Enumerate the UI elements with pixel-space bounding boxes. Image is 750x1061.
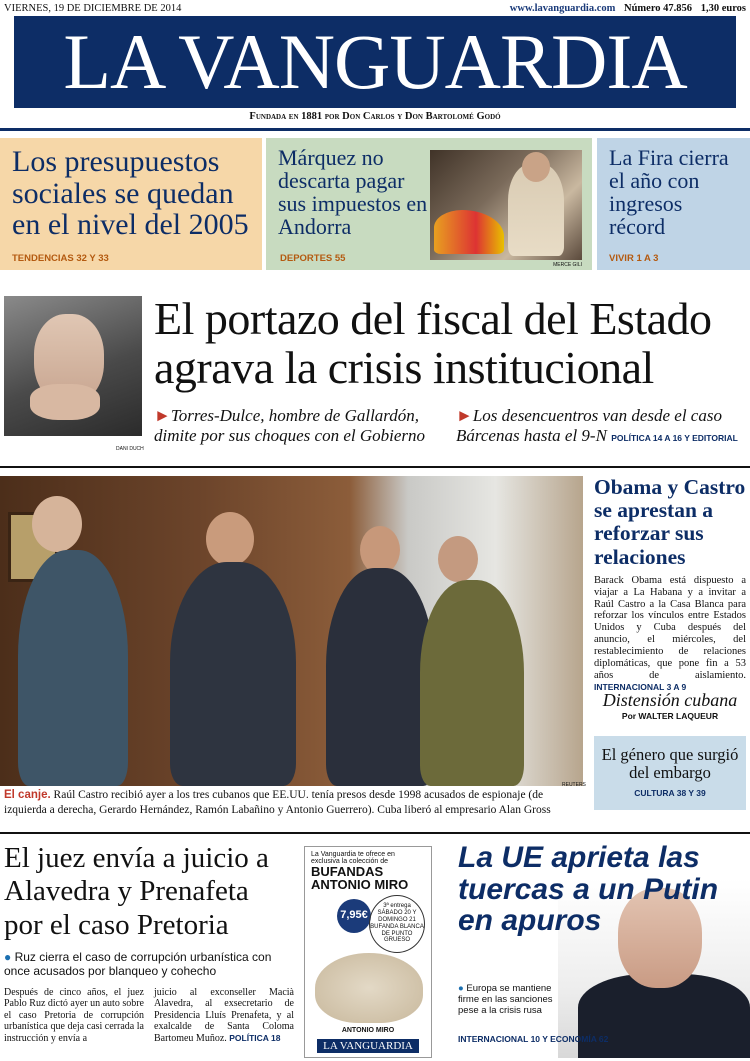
section-tag: VIVIR 1 A 3	[609, 253, 659, 264]
issue-date: VIERNES, 19 DE DICIEMBRE DE 2014	[4, 3, 182, 14]
caption-label: El canje.	[4, 789, 51, 801]
section-tag: TENDENCIAS 32 Y 33	[12, 253, 109, 264]
bullet-icon: ●	[458, 983, 464, 994]
opinion-teaser[interactable]	[594, 690, 746, 721]
prosecutor-photo	[4, 296, 142, 436]
person-head	[32, 496, 82, 552]
ue-headline[interactable]: La UE aprieta las tuercas a un Putin en apuros	[458, 841, 719, 937]
teaser-headline: Los presupuestos sociales se quedan en el nivel del 2005	[12, 145, 249, 241]
photo-credit: DANI DUCH	[116, 446, 144, 452]
cuba-story[interactable]	[594, 476, 746, 693]
section-tag: INTERNACIONAL 10 Y ECONOMÍA 62	[458, 1034, 609, 1044]
person-head	[522, 152, 550, 182]
judge-body	[4, 987, 294, 1045]
photo-credit: MERCE GILI	[553, 262, 582, 268]
section-tag: INTERNACIONAL 3 A 9	[594, 681, 687, 692]
marquez-photo	[430, 150, 582, 260]
scarf-image	[315, 953, 423, 1023]
section-tag: CULTURA 38 Y 39	[634, 788, 706, 799]
lead-text: Ruz cierra el caso de corrupción urbanística con once acusados por blanqueo y cohecho	[4, 950, 272, 979]
issue-number: Número 47.856	[624, 3, 693, 14]
top-line	[4, 3, 746, 17]
subhead-text: Torres-Dulce, hombre de Gallardón, dimite por sus choques con el Gobierno	[154, 406, 426, 446]
lead-subhead-2	[456, 406, 750, 447]
photo-caption	[4, 788, 582, 818]
caption-text: Raúl Castro recibió ayer a los tres cubanos que EE.UU. tenía presos desde 1998 acusados de espionaje (de izquierda a derecha, Gerardo Hernández, Ramón Labañino y Antonio Guerrero). Cuba liberó al empresario Alan Gross	[4, 789, 551, 816]
opinion-author: Por WALTER LAQUEUR	[621, 711, 719, 721]
body-text: Barack Obama está dispuesto a viajar a La Habana y a invitar a Raúl Castro a la Casa Blanca para reforzar los vínculos entre Estados Unidos y Cuba después del anuncio, el miércoles, del restablecimiento de relaciones diplomáticas, que pone fin a 53 años de aislamiento.	[594, 574, 746, 681]
person-shape	[420, 580, 524, 786]
founded-line: Fundada en 1881 por Don Carlos y Don Bartolomé Godó	[249, 111, 501, 122]
cuba-photo	[0, 476, 583, 786]
masthead: LA VANGUARDIA	[14, 16, 736, 108]
lead-story[interactable]	[0, 290, 750, 460]
teaser-headline: La Fira cierra el año con ingresos récord	[609, 145, 729, 240]
bullet-icon: ●	[4, 950, 12, 965]
ue-story[interactable]	[446, 838, 750, 1058]
person-shape	[170, 562, 296, 786]
divider	[0, 832, 750, 834]
section-tag: POLÍTICA 18	[229, 1032, 281, 1043]
divider	[0, 128, 750, 131]
opinion-title: Distensión cubana	[602, 690, 738, 710]
photo-credit: REUTERS	[562, 782, 586, 788]
motorbike-shape	[434, 210, 504, 254]
body-col-1: Después de cinco años, el juez Pablo Ruz dictó ayer un auto sobre el caso Pretoria de corrupción urbanística que deja casi cerrada la instrucción y envía a	[4, 986, 144, 1044]
price: 1,30 euros	[700, 3, 746, 14]
triangle-icon: ►	[154, 406, 171, 425]
judge-lead	[4, 950, 294, 979]
person-head	[438, 536, 478, 582]
teaser-fira[interactable]	[597, 138, 750, 270]
website-link[interactable]: www.lavanguardia.com	[509, 3, 616, 14]
teaser-headline: Márquez no descarta pagar sus impuestos en Andorra	[278, 145, 428, 240]
section-tag: DEPORTES 55	[280, 253, 346, 264]
ad-brand: ANTONIO MIRO	[341, 1027, 395, 1034]
ue-lead	[458, 984, 558, 1017]
body-text: juicio al exconseller Macià Alavedra, al exsecretario de Presidencia Lluís Prenafeta, y al exalcalde de Santa Coloma Bartomeu Muñoz.	[154, 986, 294, 1044]
judge-headline[interactable]: El juez envía a juicio a Alavedra y Prenafeta por el caso Pretoria	[4, 842, 269, 941]
triangle-icon: ►	[456, 406, 473, 425]
teaser-budgets[interactable]	[0, 138, 262, 270]
person-shape	[326, 568, 434, 786]
lead-subhead-1	[154, 406, 444, 447]
subhead-text: Los desencuentros van desde el caso Bárcenas hasta el 9-N	[456, 406, 722, 446]
ad-logo: LA VANGUARDIA	[317, 1039, 419, 1053]
body-col-2	[154, 987, 294, 1045]
lead-headline[interactable]: El portazo del fiscal del Estado agrava la crisis institucional	[154, 293, 712, 394]
ad-intro: La Vanguardia te ofrece en exclusiva la colección de	[311, 851, 395, 865]
judge-story[interactable]	[4, 842, 294, 1044]
delivery-badge: 3ª entrega SÁBADO 20 Y DOMINGO 21 BUFANDA BLANCA DE PUNTO GRUESO	[369, 895, 425, 953]
scarf-ad[interactable]	[304, 846, 432, 1058]
divider	[0, 466, 750, 468]
ad-title: BUFANDAS ANTONIO MIRO	[311, 864, 409, 892]
hands-shape	[30, 384, 100, 420]
teaser-marquez[interactable]	[266, 138, 592, 270]
price-text: 7,95€	[340, 909, 368, 921]
culture-teaser[interactable]	[594, 736, 746, 810]
person-shape	[18, 550, 128, 786]
culture-title: El género que surgió del embargo	[601, 745, 739, 783]
cuba-body	[594, 575, 746, 694]
person-head	[360, 526, 400, 574]
person-head	[206, 512, 254, 566]
price-badge	[337, 899, 371, 933]
cuba-headline[interactable]: Obama y Castro se aprestan a reforzar sus relaciones	[594, 475, 746, 569]
lead-text: Europa se mantiene firme en las sanciones pese a la crisis rusa	[458, 983, 553, 1016]
section-tag: POLÍTICA 14 A 16 Y EDITORIAL	[611, 433, 738, 444]
